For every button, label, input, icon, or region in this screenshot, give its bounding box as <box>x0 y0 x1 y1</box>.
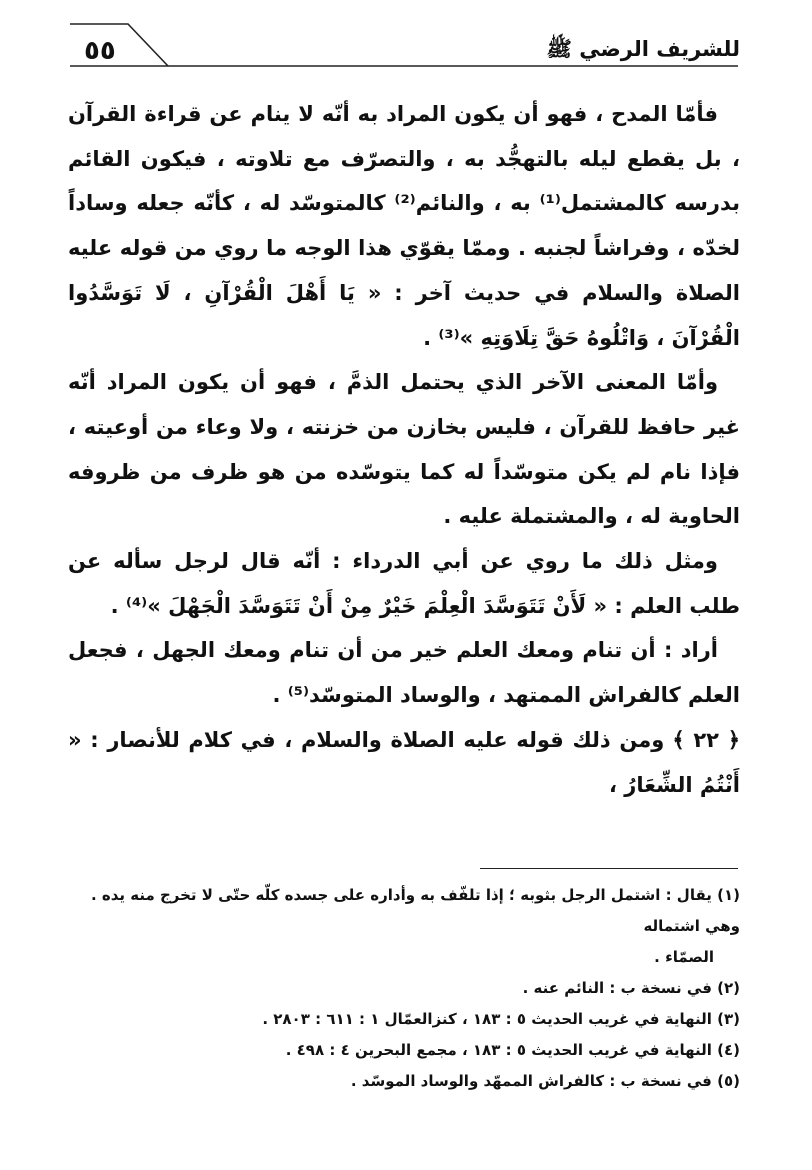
footnote-1 <box>68 880 740 973</box>
footnote-text: في نسخة ب : كالفراش الممهّد والوساد الموسّد . <box>350 1072 712 1090</box>
paragraph-number: ﴿ ٢٢ ﴾ <box>672 727 740 752</box>
footnote-5 <box>68 1066 740 1097</box>
paragraph-numbered <box>68 718 740 807</box>
footnote-divider <box>480 868 738 869</box>
paragraph-blame: وأمّا المعنى الآخر الذي يحتمل الذمَّ ، فهو أن يكون المراد أنّه غير حافظ للقرآن ، فليس بخازن من خزنته ، ولا وعاء من أوعيته ، فإذا نام لم يكن متوسّداً له كما يتوسّده من هو ظرف من ظروفه الحاوية له ، والمشتملة عليه . <box>68 370 740 529</box>
paragraph-numbered-text: ومن ذلك قوله عليه الصلاة والسلام ، في كلام للأنصار : « أَنْتُمُ الشِّعَارُ ، <box>68 727 740 797</box>
footnote-2 <box>68 973 740 1004</box>
running-title: للشريف الرضي ﷺ <box>546 37 740 61</box>
footnote-3 <box>68 1004 740 1035</box>
paragraph-praise: فأمّا المدح ، فهو أن يكون المراد به أنّه لا ينام عن قراءة القرآن ، بل يقطع ليله بالتهجُّد به ، والتصرّف مع تلاوته ، فيكون القائم بدرسه كالمشتمل⁽¹⁾ به ، والنائم⁽²⁾ كالمتوسّد له ، كأنّه جعله وساداً لخدّه ، وفراشاً لجنبه . وممّا يقوّي هذا الوجه ما روي من قوله عليه الصلاة والسلام في حديث آخر : « يَا أَهْلَ الْقُرْآنِ ، لَا تَوَسَّدُوا الْقُرْآنَ ، وَاتْلُوهُ حَقَّ تِلَاوَتِهِ »⁽³⁾ . <box>68 102 741 350</box>
footnote-text: في نسخة ب : النائم عنه . <box>522 979 712 997</box>
paragraph-abu-darda: ومثل ذلك ما روي عن أبي الدرداء : أنّه قال لرجل سأله عن طلب العلم : « لَأَنْ تَتَوَسَّدَ الْعِلْمَ خَيْرٌ مِنْ أَنْ تَتَوَسَّدَ الْجَهْلَ »⁽⁴⁾ . <box>68 549 740 618</box>
footnote-marker: (٣) <box>717 1010 740 1028</box>
footnote-4 <box>68 1035 740 1066</box>
footnote-marker: (٢) <box>717 979 740 997</box>
footnote-marker: (١) <box>717 886 740 904</box>
footnote-text: النهاية في غريب الحديث ٥ : ١٨٣ ، مجمع البحرين ٤ : ٤٩٨ . <box>285 1041 712 1059</box>
footnote-continuation: الصمّاء . <box>654 948 714 966</box>
page-header <box>0 0 812 80</box>
footnote-text: يقال : اشتمل الرجل بثوبه ؛ إذا تلفّف به وأداره على جسده كلّه حتّى لا تخرج منه يده . وهي اشتماله <box>90 886 740 935</box>
footnote-text: النهاية في غريب الحديث ٥ : ١٨٣ ، كنزالعمّال ١ : ٦١١ : ٢٨٠٣ . <box>262 1010 712 1028</box>
footnote-marker: (٤) <box>717 1041 740 1059</box>
footnotes <box>68 880 740 1097</box>
main-text <box>68 92 740 807</box>
paragraph-meaning: أراد : أن تنام ومعك العلم خير من أن تنام ومعك الجهل ، فجعل العلم كالفراش الممتهد ، والوساد المتوسّد⁽⁵⁾ . <box>68 638 740 708</box>
page-number: ٥٥ <box>84 36 116 66</box>
footnote-marker: (٥) <box>717 1072 740 1090</box>
